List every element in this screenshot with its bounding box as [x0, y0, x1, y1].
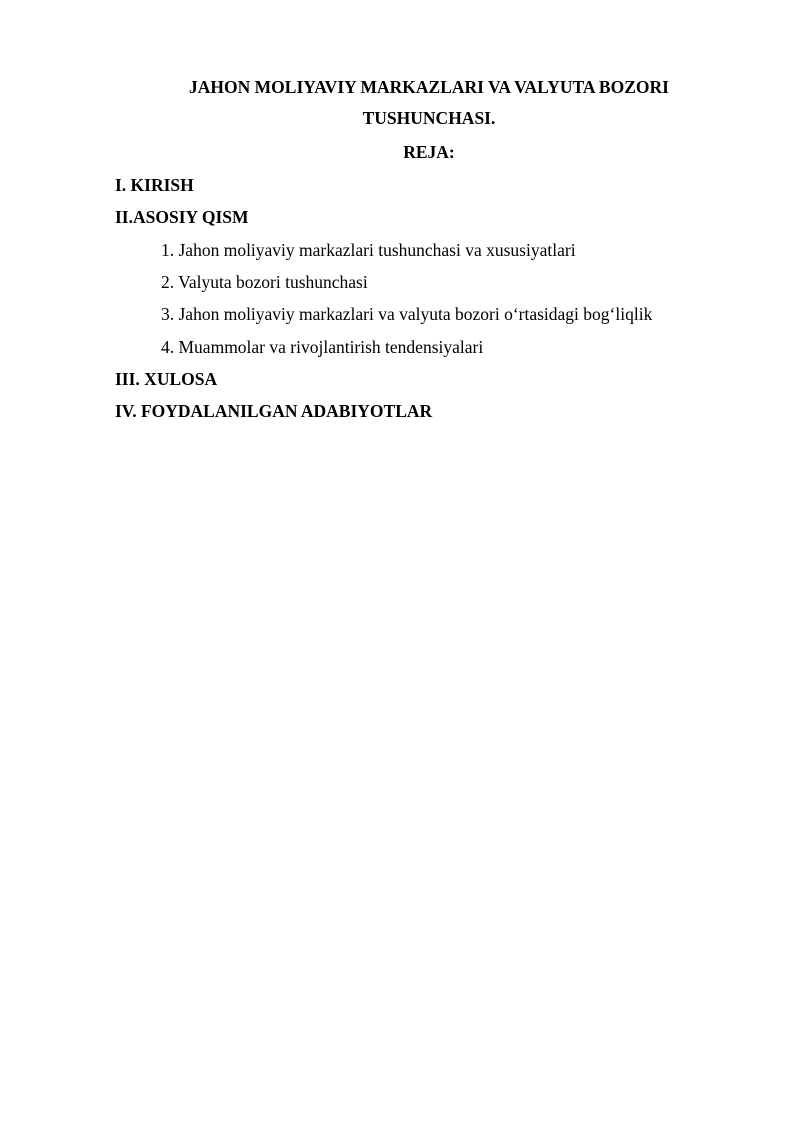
section-introduction: I. KIRISH [115, 175, 194, 195]
section-main-part: II.ASOSIY QISM [115, 207, 249, 227]
section-references: IV. FOYDALANILGAN ADABIYOTLAR [115, 401, 433, 421]
plan-item-3: 3. Jahon moliyaviy markazlari va valyuta bozori o‘rtasidagi bog‘liqlik [161, 304, 653, 324]
plan-item-4: 4. Muammolar va rivojlantirish tendensiyalari [161, 337, 484, 357]
plan-heading: REJA: [403, 142, 455, 162]
plan-item-1: 1. Jahon moliyaviy markazlari tushunchasi va xususiyatlari [161, 240, 576, 260]
plan-item-2: 2. Valyuta bozori tushunchasi [161, 272, 368, 292]
document-title-line-1: JAHON MOLIYAVIY MARKAZLARI VA VALYUTA BOZORI [189, 77, 669, 97]
section-conclusion: III. XULOSA [115, 369, 218, 389]
document-title-line-2: TUSHUNCHASI. [362, 108, 496, 128]
